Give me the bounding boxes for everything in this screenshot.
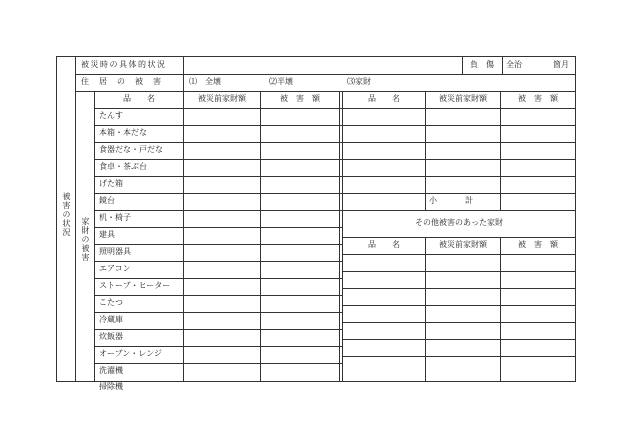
list-item: 本箱・本だな — [99, 128, 147, 137]
list-item: 建具 — [99, 230, 115, 239]
option-half-collapse[interactable]: ⑵半壊 — [269, 77, 293, 86]
months-label: 箇月 — [553, 60, 569, 69]
housing-damage-label: 住 居 の 被 害 — [81, 77, 162, 86]
list-item: こたつ — [99, 298, 123, 307]
left-header-damage: 被 害 額 — [280, 94, 320, 103]
other-goods-label: その他被害のあった家財 — [415, 218, 503, 227]
right-header-before-value: 被災前家財額 — [439, 94, 487, 103]
list-item: 冷蔵庫 — [99, 315, 123, 324]
left-header-before-value: 被災前家財額 — [198, 94, 246, 103]
recovery-months-field[interactable] — [523, 57, 553, 74]
option-full-collapse[interactable]: ⑴ 全壊 — [189, 77, 221, 86]
right-header-item: 品 名 — [368, 94, 400, 103]
list-item: エアコン — [99, 264, 131, 273]
list-item: 炊飯器 — [99, 332, 123, 341]
subtotal-field[interactable] — [501, 193, 575, 210]
list-item: ストーブ・ヒーター — [99, 281, 171, 290]
right-lower-header-damage: 被 害 額 — [518, 240, 558, 249]
household-goods-damage-label: 家財の被害 — [81, 217, 90, 262]
recovery-label: 全治 — [506, 60, 522, 69]
subtotal-label: 小 計 — [429, 196, 474, 205]
list-item: 掃除機 — [99, 382, 123, 391]
list-item: 鏡台 — [99, 196, 115, 205]
injury-label: 負 傷 — [470, 60, 494, 69]
list-item: 食卓・茶ぶ台 — [99, 162, 147, 171]
right-lower-header-item: 品 名 — [368, 240, 400, 249]
list-item: 机・椅子 — [99, 213, 131, 222]
list-item: 照明器具 — [99, 247, 131, 256]
damage-form — [56, 56, 576, 391]
right-lower-header-before-value: 被災前家財額 — [439, 240, 487, 249]
list-item: オーブン・レンジ — [99, 349, 162, 358]
right-header-damage: 被 害 額 — [518, 94, 558, 103]
list-item: 洗濯機 — [99, 366, 123, 375]
situation-label: 被災時の具体的状況 — [81, 60, 167, 69]
list-item: たんす — [99, 111, 123, 120]
list-item: げた箱 — [99, 179, 123, 188]
situation-field[interactable] — [184, 57, 462, 74]
list-item: 食器だな・戸だな — [99, 145, 163, 154]
left-header-item: 品 名 — [123, 94, 155, 103]
option-household-goods[interactable]: ⑶家財 — [347, 77, 371, 86]
damage-status-label: 被害の状況 — [62, 192, 71, 237]
